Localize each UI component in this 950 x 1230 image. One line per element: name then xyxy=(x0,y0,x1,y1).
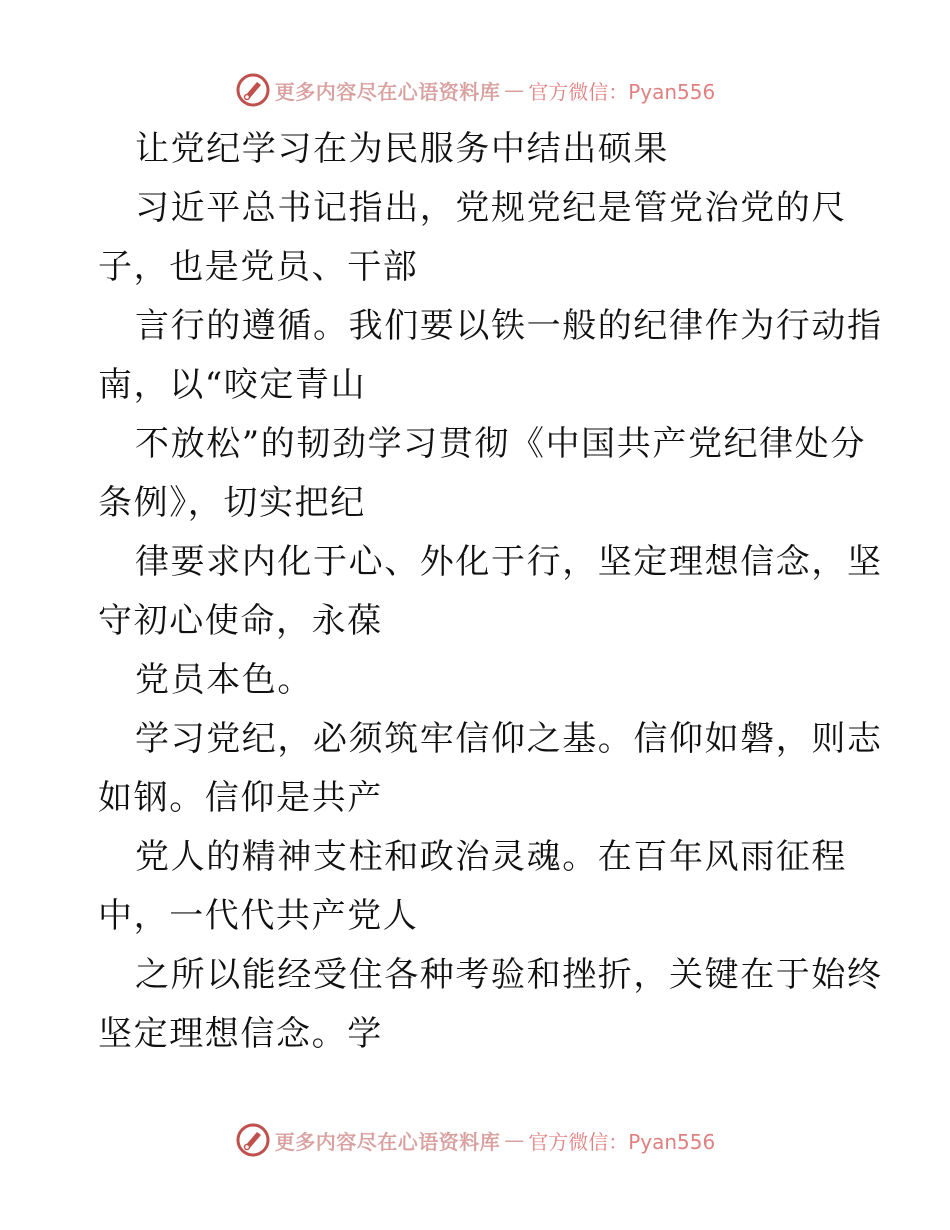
watermark-dash: — xyxy=(504,78,525,102)
text-line: 坚定理想信念。学 xyxy=(98,1014,383,1054)
text-line: 守初心使命，永葆 xyxy=(98,601,383,641)
text-line: 学习党纪，必须筑牢信仰之基。信仰如磐，则志 xyxy=(135,719,883,759)
watermark-dash: — xyxy=(504,1128,525,1152)
text-line: 南，以“咬定青山 xyxy=(98,365,367,405)
text-line: 律要求内化于心、外化于行，坚定理想信念，坚 xyxy=(135,542,883,582)
text-line: 让党纪学习在为民服务中结出硕果 xyxy=(135,129,669,169)
watermark-text: 更多内容尽在心语资料库 xyxy=(274,79,501,104)
text-line: 条例》，切实把纪 xyxy=(98,483,366,523)
text-line: 言行的遵循。我们要以铁一般的纪律作为行动指 xyxy=(135,306,883,346)
text-line: 中，一代代共产党人 xyxy=(98,896,419,936)
document-body xyxy=(98,120,883,1064)
footer-watermark xyxy=(0,1120,950,1160)
text-line: 党员本色。 xyxy=(135,660,313,700)
text-line: 党人的精神支柱和政治灵魂。在百年风雨征程 xyxy=(135,837,847,877)
watermark-contact: 官方微信：Pyan556 xyxy=(528,79,716,104)
brand-logo-icon xyxy=(235,1122,271,1158)
text-line: 如钢。信仰是共产 xyxy=(98,778,383,818)
watermark-text: 更多内容尽在心语资料库 xyxy=(274,1129,501,1154)
text-line: 不放松”的韧劲学习贯彻《中国共产党纪律处分 xyxy=(135,424,866,464)
text-line: 之所以能经受住各种考验和挫折，关键在于始终 xyxy=(135,955,883,995)
watermark-contact: 官方微信：Pyan556 xyxy=(528,1129,716,1154)
text-line: 习近平总书记指出，党规党纪是管党治党的尺 xyxy=(135,188,847,228)
header-watermark xyxy=(0,70,950,110)
brand-logo-icon xyxy=(235,72,271,108)
text-line: 子，也是党员、干部 xyxy=(98,247,419,287)
